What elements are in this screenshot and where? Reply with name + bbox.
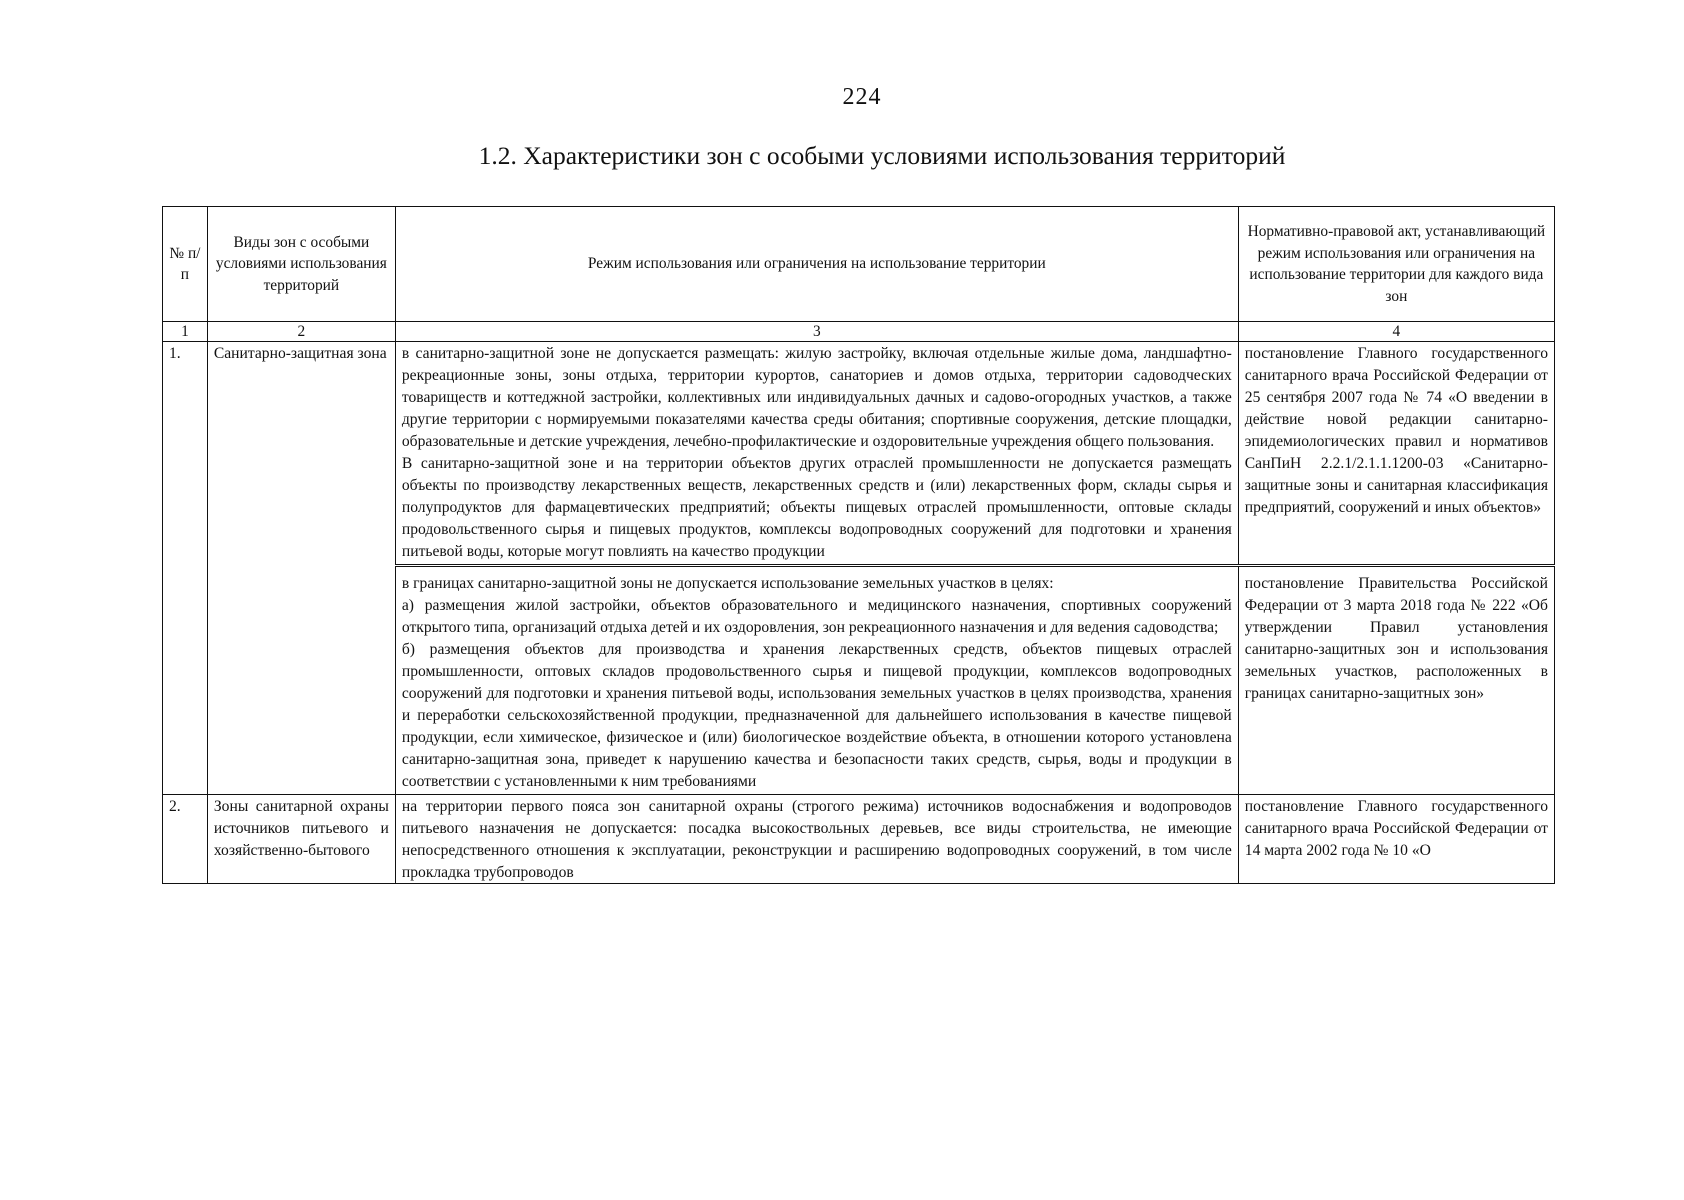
header-regime: Режим использования или ограничения на использование территории <box>395 207 1238 322</box>
legal-act-cell: постановление Правительства Российской Федерации от 3 марта 2018 года № 222 «Об утверждении Правил установления санитарно-защитных зон и использования земельных участков, расположенных в границах санитарно-защитных зон» <box>1238 566 1554 795</box>
regime-cell <box>395 566 1238 795</box>
legal-act-cell: постановление Главного государственного санитарного врача Российской Федерации от 25 сентября 2007 года № 74 «О введении в действие новой редакции санитарно-эпидемиологических правил и нормативов СанПиН 2.2.1/2.1.1.1200-03 «Санитарно-защитные зоны и санитарная классификация предприятий, сооружений и иных объектов» <box>1238 342 1554 566</box>
regime-paragraph: а) размещения жилой застройки, объектов образовательного и медицинского назначения, спортивных сооружений открытого типа, организаций отдыха детей и их оздоровления, зон рекреационного назначения и для ведения садоводства; <box>401 597 1232 636</box>
row-number: 2. <box>163 795 208 884</box>
zones-table <box>162 206 1555 884</box>
zone-name-text: Зоны санитарной охраны источников питьевого и хозяйственно-бытового <box>213 798 389 859</box>
regime-cell <box>395 795 1238 884</box>
regime-text: на территории первого пояса зон санитарной охраны (строгого режима) источников водоснабжения и водопроводов питьевого назначения не допускается: посадка высокоствольных деревьев, все виды строительства, не имеющие непосредственного отношения к эксплуатации, реконструкции и расширению водопроводных сооружений, в том числе прокладка трубопроводов <box>401 798 1232 881</box>
header-zone-type: Виды зон с особыми условиями использования территорий <box>207 207 395 322</box>
column-number: 3 <box>395 322 1238 342</box>
regime-paragraph: в санитарно-защитной зоне не допускается размещать: жилую застройку, включая отдельные жилые дома, ландшафтно-рекреационные зоны, зоны отдыха, территории курортов, санаториев и домов отдыха, территории садоводческих товариществ и коттеджной застройки, коллективных или индивидуальных дачных и садово-огородных участков, а также другие территории с нормируемыми показателями качества среды обитания; спортивные сооружения, детские площадки, образовательные и детские учреждения, лечебно-профилактические и оздоровительные учреждения общего пользования. <box>401 345 1232 450</box>
table-row <box>163 342 1555 566</box>
section-title: 1.2. Характеристики зон с особыми условиями использования территорий <box>478 141 1286 170</box>
header-number: № п/п <box>163 207 208 322</box>
regime-paragraph: в границах санитарно-защитной зоны не допускается использование земельных участков в целях: <box>401 575 1054 592</box>
page-number: 224 <box>842 84 882 110</box>
legal-act-cell <box>1238 795 1554 884</box>
header-legal-act: Нормативно-правовой акт, устанавливающий режим использования или ограничения на использование территории для каждого вида зон <box>1238 207 1554 322</box>
column-number: 2 <box>207 322 395 342</box>
column-numbers-row <box>163 322 1555 342</box>
table-row <box>163 795 1555 884</box>
legal-act-text: постановление Главного государственного санитарного врача Российской Федерации от 14 марта 2002 года № 10 «О <box>1244 798 1548 859</box>
regime-cell <box>395 342 1238 566</box>
regime-paragraph: б) размещения объектов для производства и хранения лекарственных средств, объектов пищевых отраслей промышленности, оптовых складов продовольственного сырья и пищевой продукции, комплексов водопроводных сооружений для подготовки и хранения питьевой воды, использования земельных участков в целях производства, хранения и переработки сельскохозяйственной продукции, предназначенной для дальнейшего использования в качестве пищевой продукции, если химическое, физическое и (или) биологическое воздействие объекта, в отношении которого установлена санитарно-защитная зона, приведет к нарушению качества и безопасности таких средств, сырья, воды и продукции в соответствии с установленными к ним требованиями <box>401 641 1232 790</box>
column-number: 4 <box>1238 322 1554 342</box>
row-number: 1. <box>163 342 208 795</box>
table-header-row <box>163 207 1555 322</box>
column-number: 1 <box>163 322 208 342</box>
regime-paragraph: В санитарно-защитной зоне и на территории объектов других отраслей промышленности не допускается размещать объекты по производству лекарственных веществ, лекарственных средств и (или) лекарственных форм, склады сырья и полупродуктов для фармацевтических предприятий; объекты пищевых отраслей промышленности, оптовые склады продовольственного сырья и пищевых продуктов, комплексы водопроводных сооружений для подготовки и хранения питьевой воды, которые могут повлиять на качество продукции <box>401 455 1232 560</box>
zone-name: Санитарно-защитная зона <box>207 342 395 795</box>
zone-name <box>207 795 395 884</box>
